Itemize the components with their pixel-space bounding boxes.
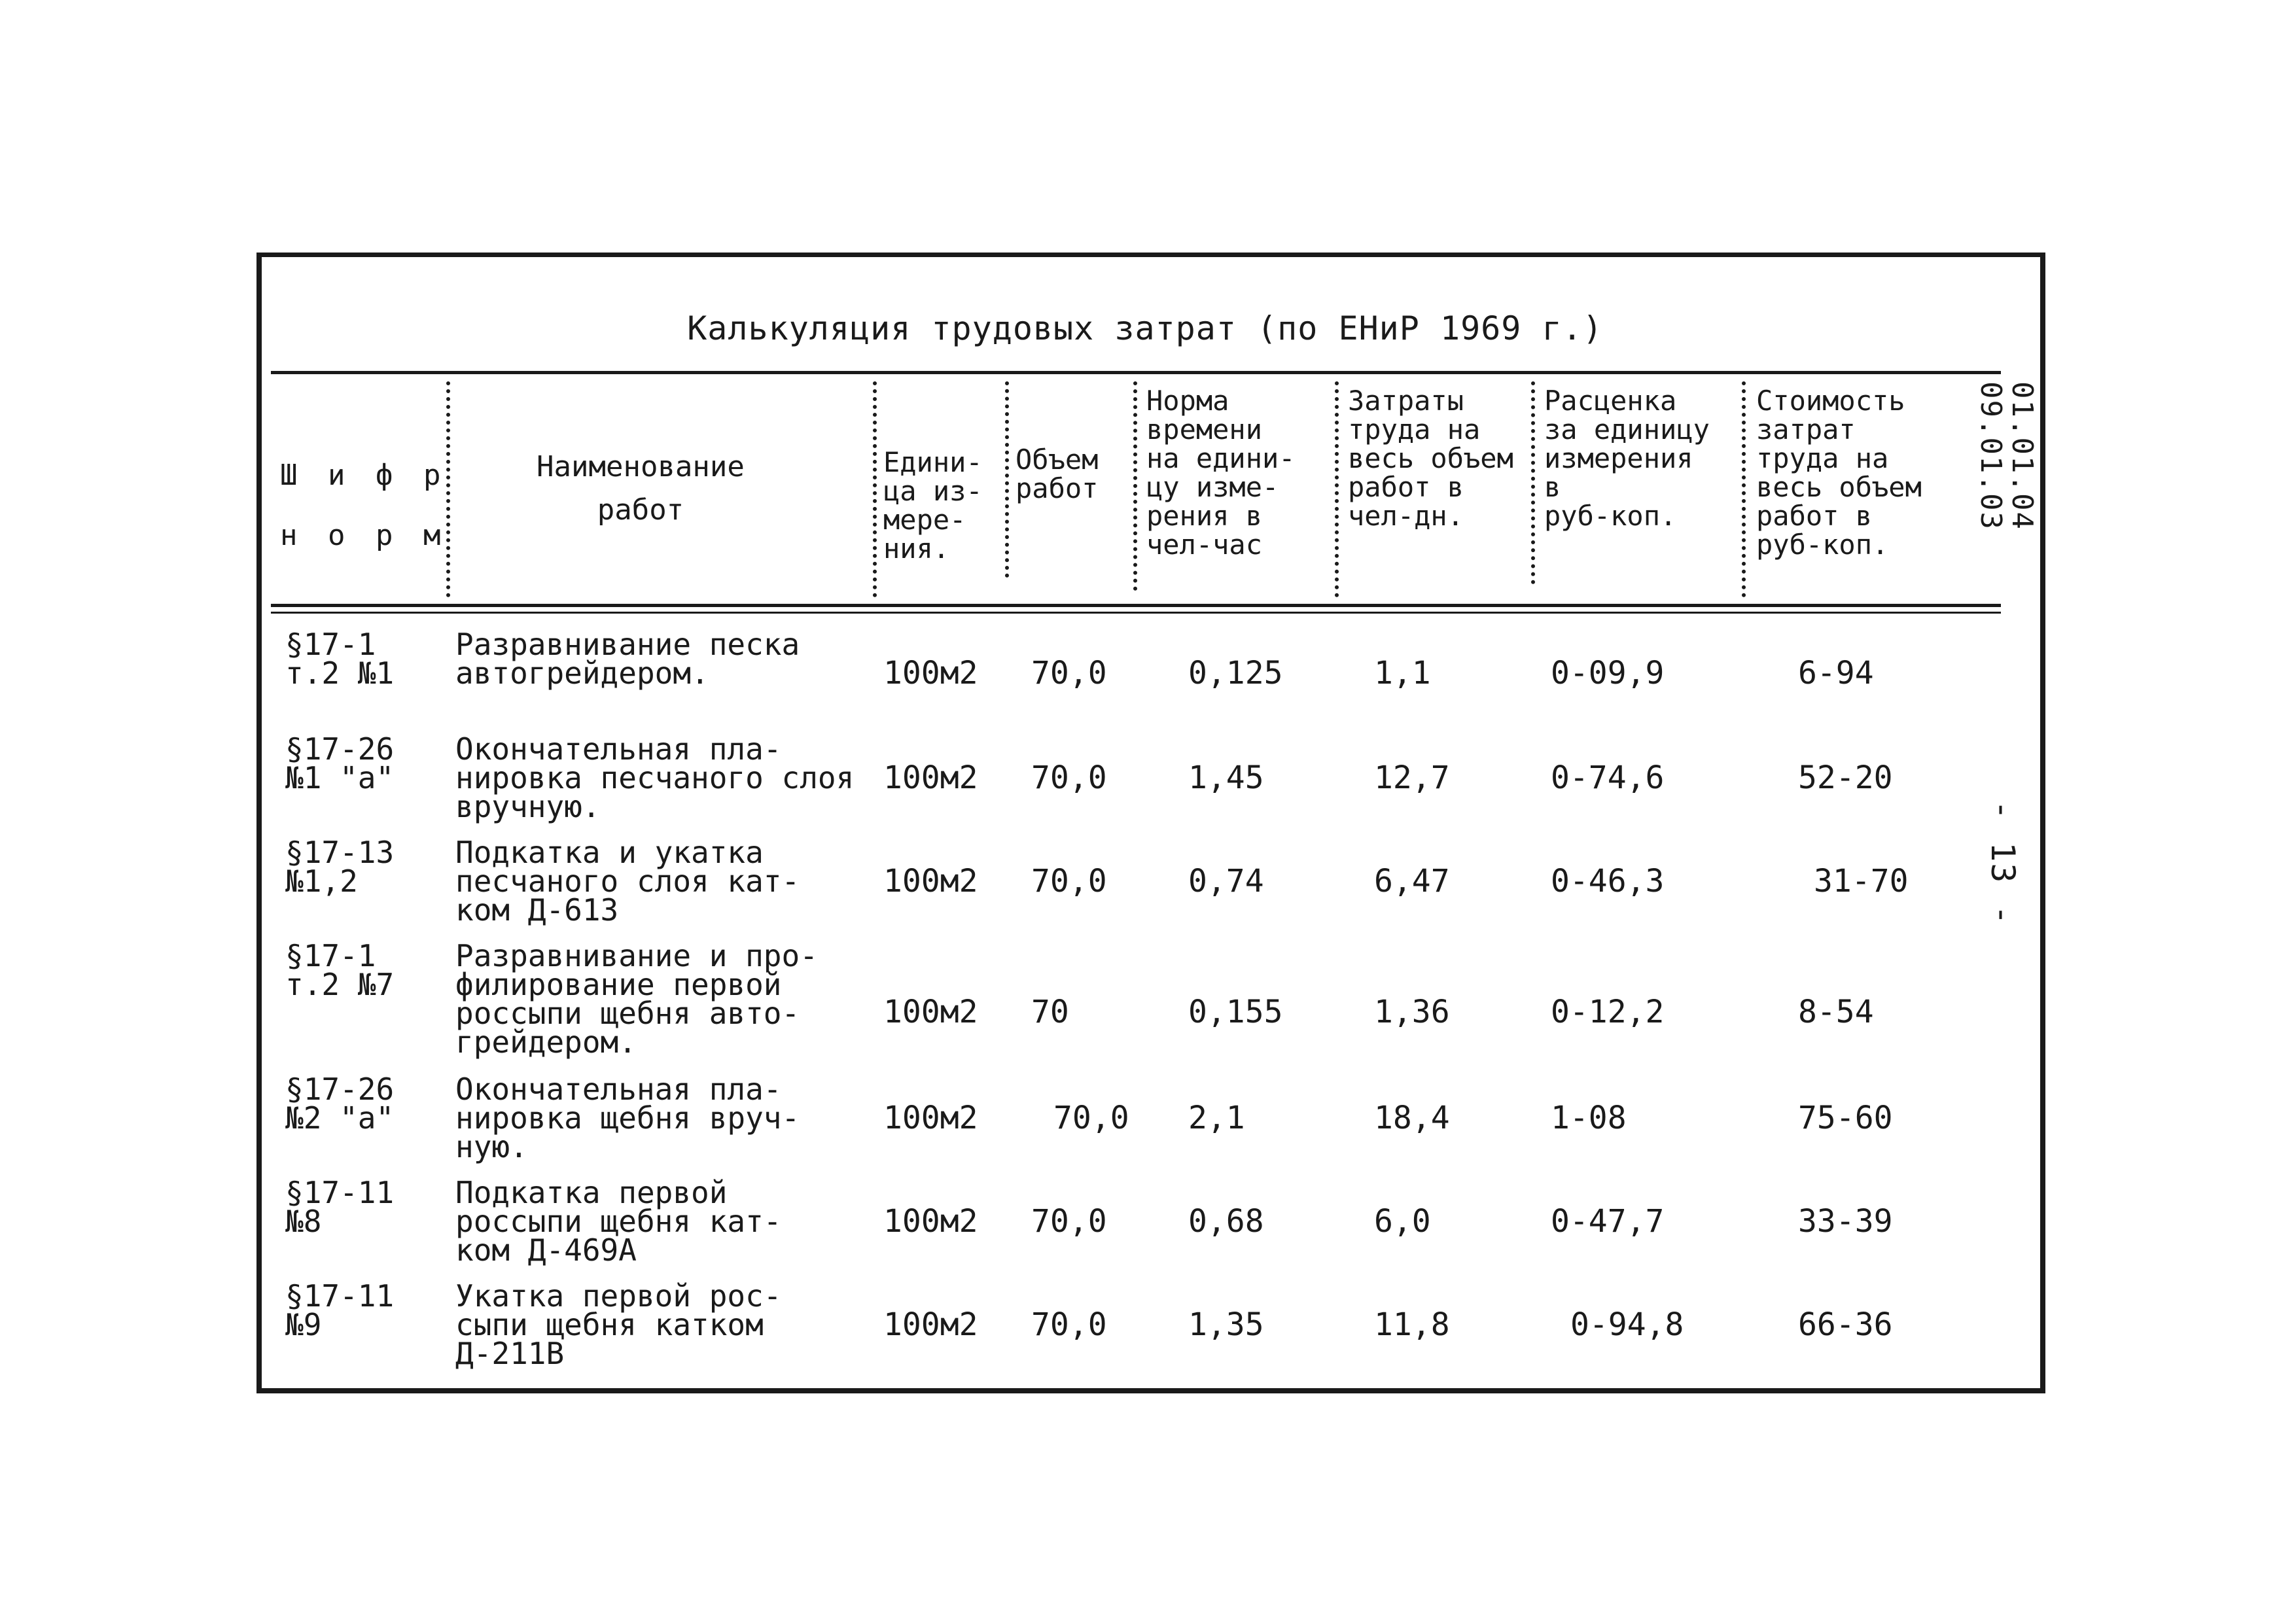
row-1-name: Разравнивание песка автогрейдером. [455, 627, 800, 691]
header-code: Ш и ф р н о р м [280, 459, 448, 552]
row-7-norm: 1,35 [1188, 1306, 1264, 1343]
row-1-volume: 70,0 [1031, 655, 1107, 691]
header-labor: Затраты труда на весь объем работ в чел-дн. [1348, 385, 1513, 532]
row-3-volume: 70,0 [1031, 863, 1107, 899]
row-7-volume: 70,0 [1031, 1306, 1107, 1343]
header-volume: Объем работ [1016, 444, 1099, 504]
row-5-name: Окончательная пла- нировка щебня вруч- ную. [455, 1072, 800, 1164]
row-3-name: Подкатка и укатка песчаного слоя кат- ком Д-613 [455, 835, 800, 928]
row-7-unit: 100м2 [883, 1306, 978, 1343]
row-6-volume: 70,0 [1031, 1203, 1107, 1240]
row-1-unit: 100м2 [883, 655, 978, 691]
row-2-code: §17-26 №1 "а" [285, 731, 395, 795]
row-6-norm: 0,68 [1188, 1203, 1264, 1240]
row-6-name: Подкатка первой россыпи щебня кат- ком Д-469А [455, 1175, 782, 1268]
row-7-code: §17-11 №9 [285, 1278, 395, 1342]
row-3-rate: 0-46,3 [1551, 863, 1665, 899]
row-1-rate: 0-09,9 [1551, 655, 1665, 691]
row-2-cost: 52-20 [1798, 759, 1893, 796]
header-norm: Норма времени на едини- цу изме- рения в чел-час [1146, 385, 1296, 561]
row-3-cost: 31-70 [1814, 863, 1909, 899]
row-1-cost: 6-94 [1798, 655, 1874, 691]
row-3-norm: 0,74 [1188, 863, 1264, 899]
row-2-name: Окончательная пла- нировка песчаного слоя вручную. [455, 731, 855, 824]
row-5-labor: 18,4 [1374, 1100, 1450, 1136]
row-5-cost: 75-60 [1798, 1100, 1893, 1136]
page-number: - 13 - [1984, 800, 2022, 926]
row-6-code: §17-11 №8 [285, 1175, 395, 1239]
row-2-volume: 70,0 [1031, 759, 1107, 796]
header-name: Наименование работ [537, 450, 745, 527]
row-6-labor: 6,0 [1374, 1203, 1431, 1240]
row-5-rate: 1-08 [1551, 1100, 1627, 1136]
header-bottom-rule-2 [271, 612, 2001, 614]
side-code-2: 09.01.03 [1974, 381, 2007, 531]
document-frame [256, 253, 2045, 1393]
row-1-labor: 1,1 [1374, 655, 1431, 691]
row-7-name: Укатка первой рос- сыпи щебня катком Д-211В [455, 1278, 782, 1371]
row-1-norm: 0,125 [1188, 655, 1283, 691]
row-2-labor: 12,7 [1374, 759, 1450, 796]
row-2-rate: 0-74,6 [1551, 759, 1665, 796]
row-5-volume: 70,0 [1053, 1100, 1129, 1136]
header-unit: Едини- ца из- мере- ния. [883, 446, 983, 565]
row-4-unit: 100м2 [883, 994, 978, 1030]
column-separator [1531, 381, 1535, 584]
column-separator [1005, 381, 1009, 578]
column-separator [1133, 381, 1137, 591]
row-4-norm: 0,155 [1188, 994, 1283, 1030]
row-6-unit: 100м2 [883, 1203, 978, 1240]
row-7-rate: 0-94,8 [1570, 1306, 1684, 1343]
side-code-1: 01.01.04 [2005, 381, 2039, 531]
row-5-code: §17-26 №2 "а" [285, 1072, 395, 1136]
header-cost: Стоимость затрат труда на весь объем работ в руб-коп. [1756, 385, 1922, 561]
column-separator [1742, 381, 1746, 597]
row-2-unit: 100м2 [883, 759, 978, 796]
row-4-code: §17-1 т.2 №7 [285, 938, 395, 1002]
row-5-norm: 2,1 [1188, 1100, 1245, 1136]
row-4-name: Разравнивание и про- филирование первой россыпи щебня авто- грейдером. [455, 938, 818, 1060]
row-5-unit: 100м2 [883, 1100, 978, 1136]
header-top-rule [271, 371, 2001, 374]
row-4-volume: 70 [1031, 994, 1069, 1030]
row-3-labor: 6,47 [1374, 863, 1450, 899]
row-4-cost: 8-54 [1798, 994, 1874, 1030]
row-2-norm: 1,45 [1188, 759, 1264, 796]
row-3-unit: 100м2 [883, 863, 978, 899]
row-7-cost: 66-36 [1798, 1306, 1893, 1343]
row-1-code: §17-1 т.2 №1 [285, 627, 395, 691]
column-separator [873, 381, 877, 597]
header-bottom-rule [271, 604, 2001, 607]
row-4-labor: 1,36 [1374, 994, 1450, 1030]
row-6-rate: 0-47,7 [1551, 1203, 1665, 1240]
column-separator [1335, 381, 1339, 597]
row-3-code: §17-13 №1,2 [285, 835, 395, 899]
header-rate: Расценка за единицу измерения в руб-коп. [1544, 385, 1710, 532]
row-6-cost: 33-39 [1798, 1203, 1893, 1240]
document-title: Калькуляция трудовых затрат (по ЕНиР 1969 г.) [687, 309, 1603, 347]
row-4-rate: 0-12,2 [1551, 994, 1665, 1030]
row-7-labor: 11,8 [1374, 1306, 1450, 1343]
